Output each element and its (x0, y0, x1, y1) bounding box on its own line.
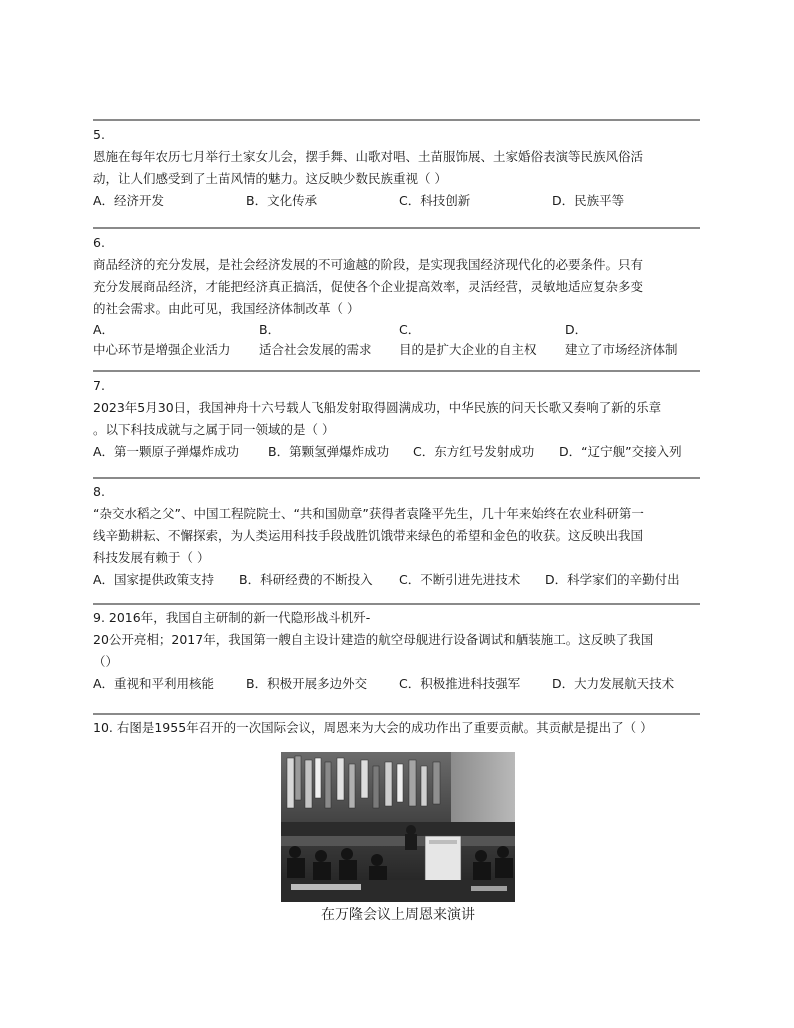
question-text-line: 线辛勤耕耘、不懈探索，为人类运用科技手段战胜饥饿带来绿色的希望和金色的收获。这反映出我国 (93, 528, 644, 543)
question-text-line: 动，让人们感受到了土苗风情的魅力。这反映少数民族重视（ ） (93, 171, 447, 186)
option-d[interactable]: D．“辽宁舰”交接入列 (559, 444, 682, 459)
option-b[interactable]: B．文化传承 (246, 193, 318, 208)
question-number: 6. (93, 235, 105, 250)
question-text-line: 充分发展商品经济，才能把经济真正搞活，促使各个企业提高效率，灵活经营，灵敏地适应复杂多变 (93, 279, 644, 294)
question-text-line: 2023年5月30日，我国神舟十六号载人飞船发射取得圆满成功，中华民族的问天长歌又奏响了新的乐章 (93, 400, 662, 415)
option-b[interactable]: B．第颗氢弹爆炸成功 (268, 444, 390, 459)
option-a[interactable] (93, 320, 231, 360)
option-b[interactable] (259, 320, 372, 360)
option-c[interactable]: C．科技创新 (399, 193, 471, 208)
separator-rule (93, 477, 700, 479)
question-text-line: （） (93, 654, 119, 669)
option-letter: B． (259, 322, 281, 337)
separator-rule (93, 227, 700, 229)
option-d[interactable]: D．科学家们的辛勤付出 (545, 572, 680, 587)
options-row (93, 320, 703, 360)
conference-photo (281, 752, 515, 902)
option-b[interactable]: B．科研经费的不断投入 (239, 572, 373, 587)
option-c[interactable]: C．东方红号发射成功 (413, 444, 535, 459)
option-letter: A． (93, 322, 115, 337)
option-a[interactable]: A．国家提供政策支持 (93, 572, 215, 587)
question-text-line: 10. 右图是1955年召开的一次国际会议，周恩来为大会的成功作出了重要贡献。其贡献是提出了（ ） (93, 720, 653, 735)
option-text: 适合社会发展的需求 (259, 342, 372, 357)
photo-caption: 在万隆会议上周恩来演讲 (321, 907, 475, 923)
question-text-line: 20公开亮相；2017年，我国第一艘自主设计建造的航空母舰进行设备调试和舾装施工。这反映了我国 (93, 632, 654, 647)
options-row (93, 569, 703, 591)
option-letter: C． (399, 322, 421, 337)
question-7 (93, 375, 703, 463)
question-number: 7. (93, 378, 105, 393)
option-c[interactable] (399, 320, 537, 360)
question-text-line: 9. 2016年，我国自主研制的新一代隐形战斗机歼- (93, 610, 371, 625)
option-c[interactable]: C．积极推进科技强军 (399, 676, 521, 691)
question-text-line: 的社会需求。由此可见，我国经济体制改革（ ） (93, 301, 360, 316)
question-text-line: 恩施在每年农历七月举行土家女儿会，摆手舞、山歌对唱、土苗服饰展、土家婚俗表演等民族风俗活 (93, 149, 644, 164)
question-5 (93, 124, 703, 212)
question-10 (93, 717, 703, 739)
question-text-line: “杂交水稻之父”、中国工程院院士、“共和国勋章”获得者袁隆平先生，几十年来始终在农业科研第一 (93, 506, 644, 521)
question-6 (93, 232, 703, 360)
question-9 (93, 607, 703, 695)
option-text: 目的是扩大企业的自主权 (399, 342, 537, 357)
option-text: 中心环节是增强企业活力 (93, 342, 231, 357)
option-a[interactable]: A．第一颗原子弹爆炸成功 (93, 444, 240, 459)
option-text: 建立了市场经济体制 (565, 342, 678, 357)
question-number: 8. (93, 484, 105, 499)
question-text-line: 商品经济的充分发展，是社会经济发展的不可逾越的阶段，是实现我国经济现代化的必要条件。只有 (93, 257, 644, 272)
options-row (93, 190, 703, 212)
question-8 (93, 481, 703, 591)
option-d[interactable]: D．大力发展航天技术 (552, 676, 675, 691)
option-c[interactable]: C．不断引进先进技术 (399, 572, 521, 587)
question-text-line: 科技发展有赖于（ ） (93, 550, 210, 565)
option-a[interactable]: A．重视和平利用核能 (93, 676, 215, 691)
option-b[interactable]: B．积极开展多边外交 (246, 676, 368, 691)
option-d[interactable]: D．民族平等 (552, 193, 625, 208)
options-row (93, 441, 703, 463)
separator-rule (93, 603, 700, 605)
option-letter: D． (565, 322, 588, 337)
separator-rule (93, 713, 700, 715)
separator-rule (93, 119, 700, 121)
option-d[interactable] (565, 320, 678, 360)
option-a[interactable]: A．经济开发 (93, 193, 165, 208)
question-number: 5. (93, 127, 105, 142)
question-text-line: 。以下科技成就与之属于同一领域的是（ ） (93, 422, 335, 437)
options-row (93, 673, 703, 695)
separator-rule (93, 370, 700, 372)
